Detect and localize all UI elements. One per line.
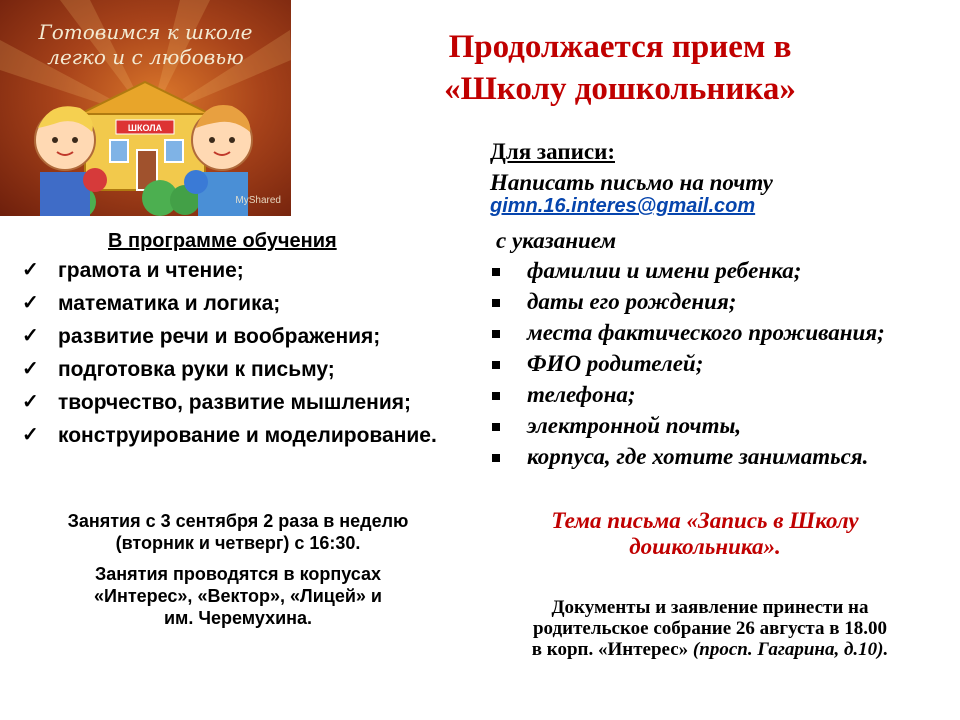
square-bullet-icon bbox=[492, 423, 500, 431]
picture-caption-line2: легко и с любовью bbox=[47, 45, 244, 69]
list-item-label: корпуса, где хотите заниматься. bbox=[527, 444, 869, 469]
program-list bbox=[22, 258, 452, 456]
checkmark-icon: ✓ bbox=[22, 292, 39, 314]
title-line1: Продолжается прием в bbox=[448, 29, 792, 65]
picture-caption-line1: Готовимся к школе bbox=[38, 20, 253, 44]
registration-heading: Для записи: bbox=[490, 139, 615, 164]
square-bullet-icon bbox=[492, 392, 500, 400]
locations-line2: «Интерес», «Вектор», «Лицей» и bbox=[94, 586, 382, 606]
list-item-label: конструирование и моделирование. bbox=[58, 424, 437, 447]
list-item bbox=[490, 289, 930, 315]
title-line2: «Школу дошкольника» bbox=[444, 71, 796, 107]
square-bullet-icon bbox=[492, 454, 500, 462]
list-item-label: места фактического проживания; bbox=[527, 320, 885, 345]
square-bullet-icon bbox=[492, 299, 500, 307]
list-item-label: математика и логика; bbox=[58, 292, 281, 315]
program-heading: В программе обучения bbox=[108, 230, 337, 252]
requirements-list bbox=[490, 258, 930, 475]
list-item bbox=[490, 444, 930, 470]
list-item bbox=[490, 351, 930, 377]
subject-line1: Тема письма «Запись в Школу bbox=[551, 508, 859, 533]
specify-label: с указанием bbox=[496, 228, 617, 253]
list-item bbox=[22, 423, 452, 448]
watermark: MyShared bbox=[235, 195, 281, 206]
square-bullet-icon bbox=[492, 268, 500, 276]
email-subject-note bbox=[495, 508, 915, 560]
checkmark-icon: ✓ bbox=[22, 424, 39, 446]
schedule-text bbox=[38, 510, 438, 554]
list-item-label: электронной почты, bbox=[527, 413, 742, 438]
list-item-label: подготовка руки к письму; bbox=[58, 358, 335, 381]
subject-line2: дошкольника». bbox=[629, 534, 781, 559]
list-item bbox=[22, 258, 452, 283]
documents-line3 bbox=[480, 639, 940, 660]
list-item-label: ФИО родителей; bbox=[527, 351, 704, 376]
documents-line3-main: в корп. «Интерес» bbox=[531, 639, 689, 660]
documents-line2: родительское собрание 26 августа в 18.00 bbox=[532, 618, 887, 639]
locations-line1: Занятия проводятся в корпусах bbox=[94, 564, 382, 584]
list-item-label: творчество, развитие мышления; bbox=[58, 391, 412, 414]
square-bullet-icon bbox=[492, 361, 500, 369]
list-item-label: развитие речи и воображения; bbox=[58, 325, 381, 348]
write-to-label: Написать письмо на почту bbox=[490, 170, 773, 195]
checkmark-icon: ✓ bbox=[22, 358, 39, 380]
square-bullet-icon bbox=[492, 330, 500, 338]
list-item bbox=[490, 258, 930, 284]
list-item bbox=[490, 382, 930, 408]
list-item bbox=[490, 413, 930, 439]
list-item-label: даты его рождения; bbox=[527, 289, 737, 314]
list-item bbox=[490, 320, 930, 346]
list-item-label: телефона; bbox=[527, 382, 636, 407]
documents-note bbox=[480, 597, 940, 660]
list-item-label: фамилии и имени ребенка; bbox=[527, 258, 802, 283]
school-illustration bbox=[0, 0, 291, 216]
school-sign: ШКОЛА bbox=[127, 123, 163, 133]
list-item bbox=[22, 357, 452, 382]
checkmark-icon: ✓ bbox=[22, 391, 39, 413]
email-link[interactable]: gimn.16.interes@gmail.com bbox=[490, 195, 756, 217]
list-item bbox=[22, 324, 452, 349]
documents-line1: Документы и заявление принести на bbox=[551, 597, 869, 618]
locations-text bbox=[38, 563, 438, 629]
checkmark-icon: ✓ bbox=[22, 259, 39, 281]
schedule-line1: Занятия с 3 сентября 2 раза в неделю bbox=[67, 511, 409, 531]
page-title bbox=[340, 26, 900, 110]
list-item bbox=[22, 291, 452, 316]
documents-address: (просп. Гагарина, д.10). bbox=[688, 639, 889, 660]
checkmark-icon: ✓ bbox=[22, 325, 39, 347]
locations-line3: им. Черемухина. bbox=[163, 608, 313, 628]
list-item bbox=[22, 390, 452, 415]
schedule-line2: (вторник и четверг) с 16:30. bbox=[115, 533, 361, 553]
list-item-label: грамота и чтение; bbox=[58, 259, 244, 282]
